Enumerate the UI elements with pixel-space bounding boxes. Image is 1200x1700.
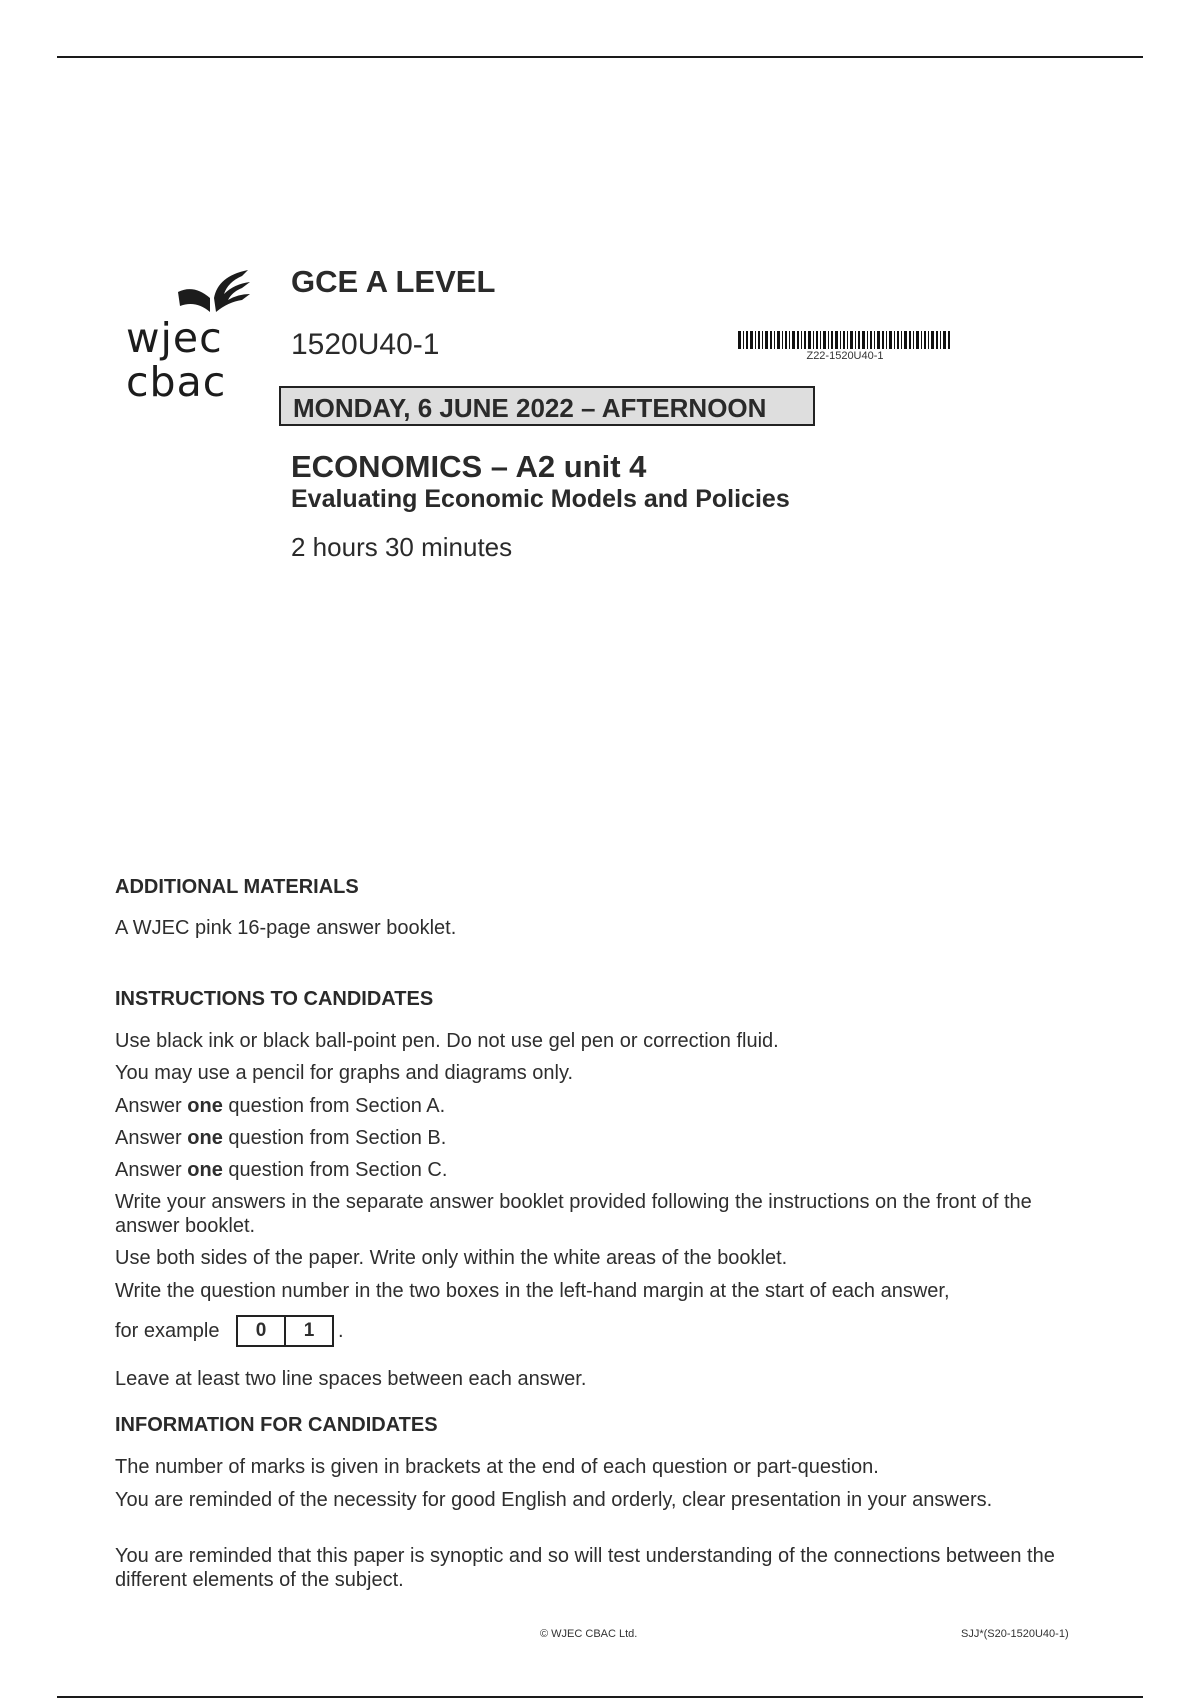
exam-date-box <box>279 386 815 426</box>
example-digit: 0 <box>255 1320 267 1341</box>
copyright: © WJEC CBAC Ltd. <box>540 1628 638 1640</box>
wjec-cbac-logo <box>118 268 258 408</box>
paper-code: 1520U40-1 <box>291 328 440 361</box>
instructions-heading: INSTRUCTIONS TO CANDIDATES <box>115 988 434 1010</box>
instruction-line: Write the question number in the two boxes in the left-hand margin at the start of each answer, <box>115 1280 950 1302</box>
section-a-text: question from Section A. <box>228 1095 446 1117</box>
one-word: one <box>187 1159 223 1181</box>
answer-word: Answer <box>115 1127 182 1149</box>
answer-word: Answer <box>115 1095 182 1117</box>
section-c-text: question from Section C. <box>228 1159 448 1181</box>
open-book-icon <box>176 268 252 314</box>
instruction-line: Use black ink or black ball-point pen. Do not use gel pen or correction fluid. <box>115 1030 779 1052</box>
bottom-rule <box>57 1696 1143 1698</box>
instruction-line-section-a <box>115 1094 1075 1118</box>
example-boxes <box>236 1315 334 1347</box>
barcode-label: Z22-1520U40-1 <box>806 350 884 362</box>
unit-subtitle: Evaluating Economic Models and Policies <box>291 485 790 513</box>
instruction-line: Use both sides of the paper. Write only within the white areas of the booklet. <box>115 1247 788 1269</box>
instruction-line: Write your answers in the separate answer booklet provided following the instructions on the front of the answer booklet. <box>115 1191 1032 1237</box>
materials-text: A WJEC pink 16-page answer booklet. <box>115 917 457 939</box>
instruction-line: Leave at least two line spaces between each answer. <box>115 1368 587 1390</box>
example-label: for example <box>115 1320 220 1342</box>
answer-word: Answer <box>115 1159 182 1181</box>
section-b-text: question from Section B. <box>228 1127 447 1149</box>
example-end: . <box>338 1320 344 1342</box>
information-line: You are reminded that this paper is synoptic and so will test understanding of the connections between the different elements of the subject. <box>115 1545 1055 1591</box>
information-line: The number of marks is given in brackets at the end of each question or part-question. <box>115 1456 879 1478</box>
exam-duration: 2 hours 30 minutes <box>291 532 513 562</box>
logo-text-cbac: cbac <box>126 358 227 406</box>
paper-reference: SJJ*(S20-1520U40-1) <box>961 1628 1069 1640</box>
qualification-level: GCE A LEVEL <box>291 264 496 299</box>
one-word: one <box>187 1127 223 1149</box>
instruction-line-section-c <box>115 1158 1075 1182</box>
materials-heading: ADDITIONAL MATERIALS <box>115 876 359 898</box>
one-word: one <box>187 1095 223 1117</box>
information-line: You are reminded of the necessity for good English and orderly, clear presentation in your answers. <box>115 1489 993 1511</box>
exam-date: MONDAY, 6 JUNE 2022 – AFTERNOON <box>293 393 767 423</box>
logo-text-wjec: wjec <box>126 314 223 362</box>
example-digit: 1 <box>284 1317 332 1345</box>
barcode <box>738 331 952 349</box>
information-heading: INFORMATION FOR CANDIDATES <box>115 1414 438 1436</box>
instruction-line: You may use a pencil for graphs and diagrams only. <box>115 1062 574 1084</box>
top-rule <box>57 56 1143 58</box>
instruction-line-section-b <box>115 1126 1075 1150</box>
subject-title: ECONOMICS – A2 unit 4 <box>291 449 647 484</box>
